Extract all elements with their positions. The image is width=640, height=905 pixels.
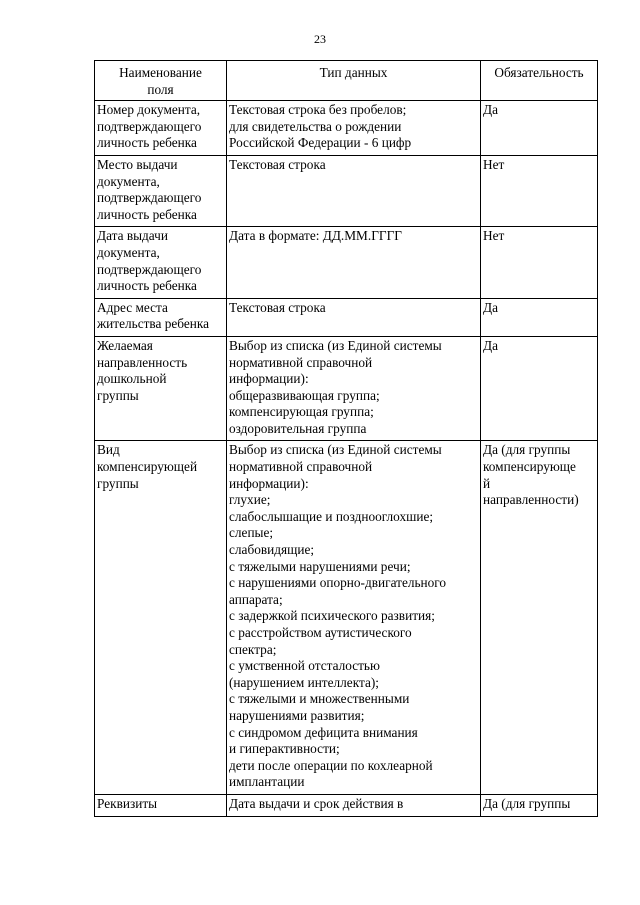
cell-text-line: информации): [229, 371, 309, 387]
cell-text-line: направленности) [483, 492, 579, 508]
table-header-row [95, 61, 598, 101]
required-cell [481, 794, 598, 816]
cell-text-line: подтверждающего [97, 190, 202, 206]
data-type-cell [227, 794, 481, 816]
required-cell [481, 227, 598, 298]
cell-text-line: компенсирующая группа; [229, 404, 374, 420]
cell-text-line: слабовидящие; [229, 542, 315, 558]
field-name-cell [95, 155, 227, 226]
field-name-cell [95, 441, 227, 794]
cell-text-line: Выбор из списка (из Единой системы [229, 337, 442, 353]
required-cell [481, 101, 598, 156]
cell-text-line: глухие; [229, 492, 271, 508]
table-row [95, 155, 598, 226]
table-row [95, 336, 598, 441]
field-name-cell [95, 227, 227, 298]
cell-text-line: с задержкой психического развития; [229, 608, 435, 624]
cell-text-line: документа, [97, 244, 160, 260]
cell-text-line: дети после операции по кохлеарной [229, 757, 433, 773]
cell-text-line: группы [97, 475, 139, 491]
field-name-cell [95, 794, 227, 816]
data-type-cell [227, 441, 481, 794]
cell-text-line: Вид [97, 442, 120, 458]
cell-text-line: документа, [97, 173, 160, 189]
field-name-cell [95, 336, 227, 441]
cell-text-line: слабослышащие и позднооглохшие; [229, 508, 434, 524]
header-text-line: Тип данных [319, 65, 388, 80]
cell-text-line: Да [483, 102, 498, 118]
cell-text-line: с расстройством аутистического [229, 625, 412, 640]
cell-text-line: й [483, 475, 491, 491]
field-name-cell [95, 101, 227, 156]
field-name-cell [95, 298, 227, 336]
cell-text-line: с тяжелыми и множественными [229, 691, 410, 707]
cell-text-line: аппарата; [229, 591, 283, 607]
header-text-line: Наименование [119, 65, 202, 80]
table-row [95, 441, 598, 794]
cell-text-line: и гиперактивности; [229, 741, 340, 757]
cell-text-line: с тяжелыми нарушениями речи; [229, 558, 411, 574]
cell-text-line: Да (для группы [483, 795, 571, 811]
data-type-cell [227, 155, 481, 226]
cell-text-line: личность ребенка [97, 135, 197, 151]
cell-text-line: дошкольной [97, 371, 167, 387]
cell-text-line: Да [483, 337, 498, 353]
cell-text-line: нарушениями развития; [229, 707, 365, 723]
data-type-cell [227, 298, 481, 336]
cell-text-line: нормативной справочной [229, 354, 373, 370]
cell-text-line: Выбор из списка (из Единой системы [229, 442, 442, 458]
cell-text-line: Номер документа, [97, 102, 201, 118]
cell-text-line: нормативной справочной [229, 459, 373, 475]
table-row [95, 101, 598, 156]
cell-text-line: направленность [97, 354, 188, 370]
cell-text-line: (нарушением интеллекта); [229, 674, 379, 690]
cell-text-line: Дата выдачи [97, 228, 168, 244]
cell-text-line: Дата в формате: ДД.ММ.ГГГГ [229, 228, 402, 244]
table-row [95, 298, 598, 336]
cell-text-line: Текстовая строка [229, 156, 326, 172]
cell-text-line: компенсирующей [97, 459, 198, 475]
data-type-cell [227, 227, 481, 298]
cell-text-line: общеразвивающая группа; [229, 387, 380, 403]
cell-text-line: личность ребенка [97, 206, 197, 222]
cell-text-line: Да [483, 299, 498, 315]
cell-text-line: группы [97, 387, 139, 403]
cell-text-line: Место выдачи [97, 156, 178, 172]
cell-text-line: подтверждающего [97, 118, 202, 134]
required-cell [481, 441, 598, 794]
cell-text-line: спектра; [229, 641, 277, 657]
document-table [94, 60, 598, 817]
table-row [95, 794, 598, 816]
header-field-name [95, 61, 227, 101]
cell-text-line: Текстовая строка без пробелов; [229, 102, 407, 118]
cell-text-line: Российской Федерации - 6 цифр [229, 135, 412, 151]
data-type-cell [227, 336, 481, 441]
required-cell [481, 298, 598, 336]
cell-text-line: Текстовая строка [229, 299, 326, 315]
cell-text-line: личность ребенка [97, 278, 197, 294]
required-cell [481, 155, 598, 226]
header-text-line: Обязательность [494, 65, 584, 80]
cell-text-line: имплантации [229, 774, 305, 790]
cell-text-line: с синдромом дефицита внимания [229, 724, 418, 740]
cell-text-line: слепые; [229, 525, 274, 541]
cell-text-line: жительства ребенка [97, 316, 210, 332]
cell-text-line: информации): [229, 475, 309, 491]
data-type-cell [227, 101, 481, 156]
cell-text-line: Нет [483, 228, 505, 244]
cell-text-line: Нет [483, 156, 505, 172]
cell-text-line: Да (для группы [483, 442, 571, 458]
header-text-line: поля [147, 81, 174, 97]
cell-text-line: Дата выдачи и срок действия в [229, 795, 404, 811]
cell-text-line: подтверждающего [97, 261, 202, 277]
cell-text-line: компенсирующе [483, 459, 576, 475]
cell-text-line: с умственной отсталостью [229, 658, 380, 674]
cell-text-line: Желаемая [97, 337, 153, 353]
header-data-type [227, 61, 481, 101]
cell-text-line: для свидетельства о рождении [229, 118, 402, 134]
cell-text-line: Адрес места [97, 299, 168, 315]
cell-text-line: с нарушениями опорно-двигательного [229, 575, 447, 591]
cell-text-line: оздоровительная группа [229, 420, 367, 436]
cell-text-line: Реквизиты [97, 795, 158, 811]
required-cell [481, 336, 598, 441]
page-number: 23 [314, 32, 326, 46]
header-required [481, 61, 598, 101]
table-row [95, 227, 598, 298]
